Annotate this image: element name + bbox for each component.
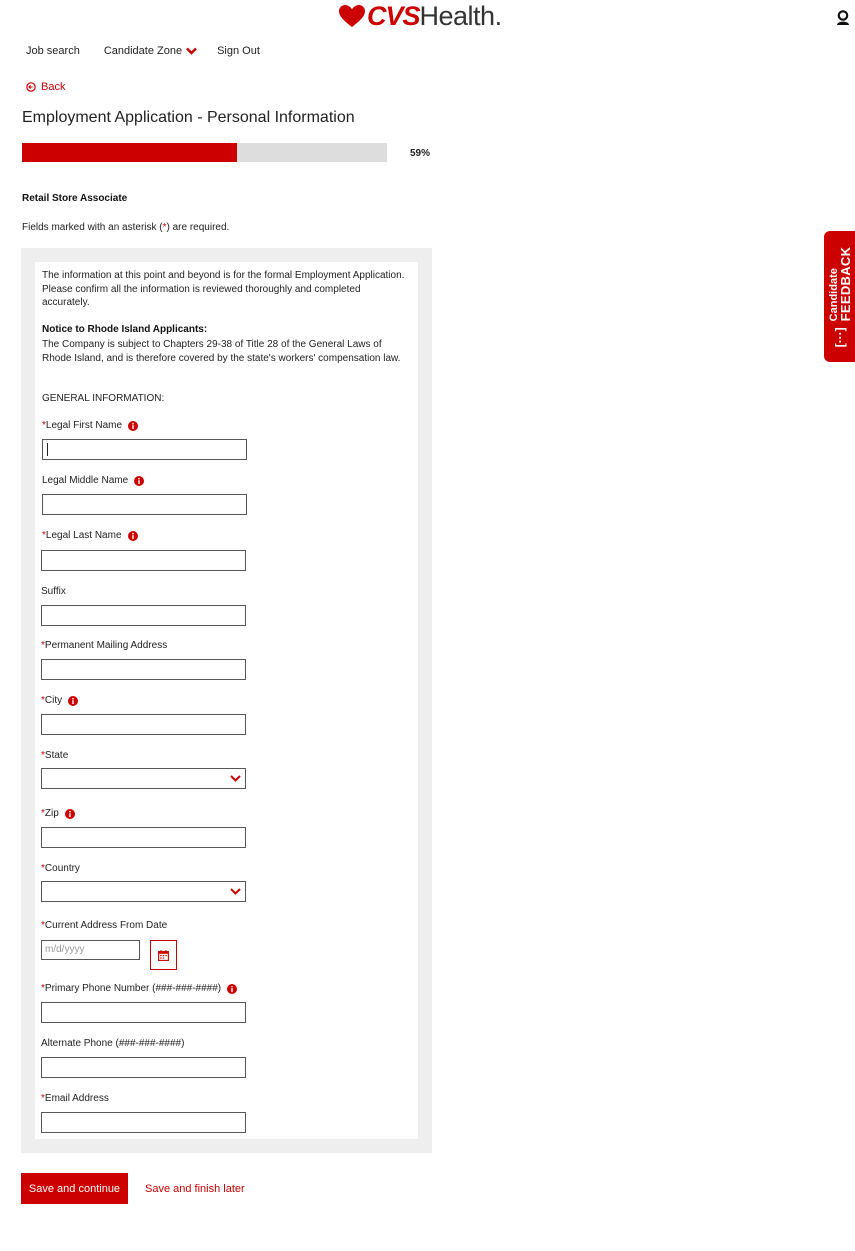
middle-name-input[interactable] xyxy=(42,494,247,515)
primary-phone-label xyxy=(41,983,237,994)
intro-text: The information at this point and beyond is for the formal Employment Application. Please confirm all the information is reviewed thoroughly and completed accurately. xyxy=(42,270,405,308)
info-icon[interactable] xyxy=(128,531,138,541)
zip-input[interactable] xyxy=(41,827,246,848)
heart-icon xyxy=(338,4,366,28)
required-marker: * xyxy=(41,750,45,761)
logo-dot: . xyxy=(494,0,503,31)
feedback-bracket-icon: [···] xyxy=(832,326,847,347)
address-from-date-input[interactable]: m/d/yyyy xyxy=(41,940,140,960)
city-label xyxy=(41,695,78,706)
mailing-address-label xyxy=(41,640,167,651)
chevron-down-icon[interactable] xyxy=(186,46,197,56)
email-label-text: Email Address xyxy=(44,1093,109,1104)
alternate-phone-label-text: Alternate Phone (###-###-####) xyxy=(41,1038,185,1049)
calendar-button[interactable] xyxy=(150,940,177,970)
logo-cvs-text: CVS xyxy=(367,0,420,31)
zip-label-text: Zip xyxy=(44,808,59,819)
mailing-address-label-text: Permanent Mailing Address xyxy=(44,640,168,651)
country-select[interactable] xyxy=(41,881,246,902)
zip-label xyxy=(41,808,75,819)
last-name-label xyxy=(42,530,138,541)
back-link[interactable] xyxy=(26,81,65,93)
required-marker: * xyxy=(41,920,45,931)
city-input[interactable] xyxy=(41,714,246,735)
last-name-input[interactable] xyxy=(41,550,246,571)
required-note-asterisk: * xyxy=(162,222,167,233)
first-name-label xyxy=(42,420,138,431)
middle-name-label xyxy=(42,475,144,486)
candidate-feedback-tab[interactable] xyxy=(824,231,855,362)
nav-candidate-zone[interactable]: Candidate Zone xyxy=(103,45,183,57)
progress-fill xyxy=(22,143,237,162)
chevron-down-icon xyxy=(230,887,241,896)
required-marker: * xyxy=(42,420,46,431)
required-marker: * xyxy=(42,530,46,541)
primary-phone-label-text: Primary Phone Number (###-###-####) xyxy=(44,983,222,994)
info-icon[interactable] xyxy=(134,476,144,486)
country-label xyxy=(41,863,80,874)
required-marker: * xyxy=(41,808,45,819)
feedback-tab-text xyxy=(829,246,851,321)
required-marker: * xyxy=(41,1093,45,1104)
info-icon[interactable] xyxy=(227,984,237,994)
required-note-prefix: Fields marked with an asterisk ( xyxy=(22,222,163,233)
address-from-date-label-text: Current Address From Date xyxy=(44,920,168,931)
top-nav xyxy=(26,45,260,57)
required-note-suffix: ) are required. xyxy=(166,222,230,233)
feedback-tab-line1: Candidate xyxy=(827,267,840,321)
cvs-health-logo[interactable] xyxy=(338,2,502,30)
required-marker: * xyxy=(41,863,45,874)
suffix-input[interactable] xyxy=(41,605,246,626)
save-and-finish-later-link[interactable]: Save and finish later xyxy=(145,1183,245,1195)
required-marker: * xyxy=(41,983,45,994)
job-title: Retail Store Associate xyxy=(22,193,128,204)
suffix-label-text: Suffix xyxy=(41,586,66,597)
alternate-phone-label xyxy=(41,1038,184,1049)
notice-heading: Notice to Rhode Island Applicants: xyxy=(42,324,208,335)
info-icon[interactable] xyxy=(68,696,78,706)
email-input[interactable] xyxy=(41,1112,246,1133)
nav-job-search[interactable]: Job search xyxy=(26,45,80,57)
first-name-label-text: Legal First Name xyxy=(45,420,123,431)
state-select[interactable] xyxy=(41,768,246,789)
primary-phone-input[interactable] xyxy=(41,1002,246,1023)
address-from-date-label xyxy=(41,920,167,931)
logo-health-text: Health xyxy=(419,0,495,31)
back-label: Back xyxy=(41,81,66,93)
progress-percent: 59% xyxy=(410,148,431,159)
state-label xyxy=(41,750,68,761)
user-icon[interactable] xyxy=(836,10,850,26)
nav-sign-out[interactable]: Sign Out xyxy=(217,45,260,57)
middle-name-label-text: Legal Middle Name xyxy=(42,475,129,486)
mailing-address-input[interactable] xyxy=(41,659,246,680)
email-label xyxy=(41,1093,109,1104)
required-fields-note xyxy=(22,222,229,233)
info-icon[interactable] xyxy=(128,421,138,431)
info-icon[interactable] xyxy=(65,809,75,819)
feedback-tab-content xyxy=(829,246,851,347)
last-name-label-text: Legal Last Name xyxy=(45,530,122,541)
circle-arrow-left-icon xyxy=(26,82,36,92)
notice-body: The Company is subject to Chapters 29-38 of Title 28 of the General Laws of Rhode Island, and is therefore covered by the state's workers' compensation law. xyxy=(42,339,401,364)
state-label-text: State xyxy=(44,750,69,761)
save-and-continue-button[interactable]: Save and continue xyxy=(21,1173,128,1204)
feedback-tab-line2: FEEDBACK xyxy=(837,246,853,321)
suffix-label xyxy=(41,586,66,597)
chevron-down-icon xyxy=(230,774,241,783)
required-marker: * xyxy=(41,640,45,651)
progress-bar xyxy=(22,143,387,162)
calendar-icon xyxy=(158,950,169,961)
alternate-phone-input[interactable] xyxy=(41,1057,246,1078)
city-label-text: City xyxy=(44,695,63,706)
required-marker: * xyxy=(41,695,45,706)
general-information-label: GENERAL INFORMATION: xyxy=(42,393,165,404)
first-name-input[interactable] xyxy=(42,439,247,460)
country-label-text: Country xyxy=(44,863,80,874)
page-title: Employment Application - Personal Information xyxy=(22,109,355,126)
